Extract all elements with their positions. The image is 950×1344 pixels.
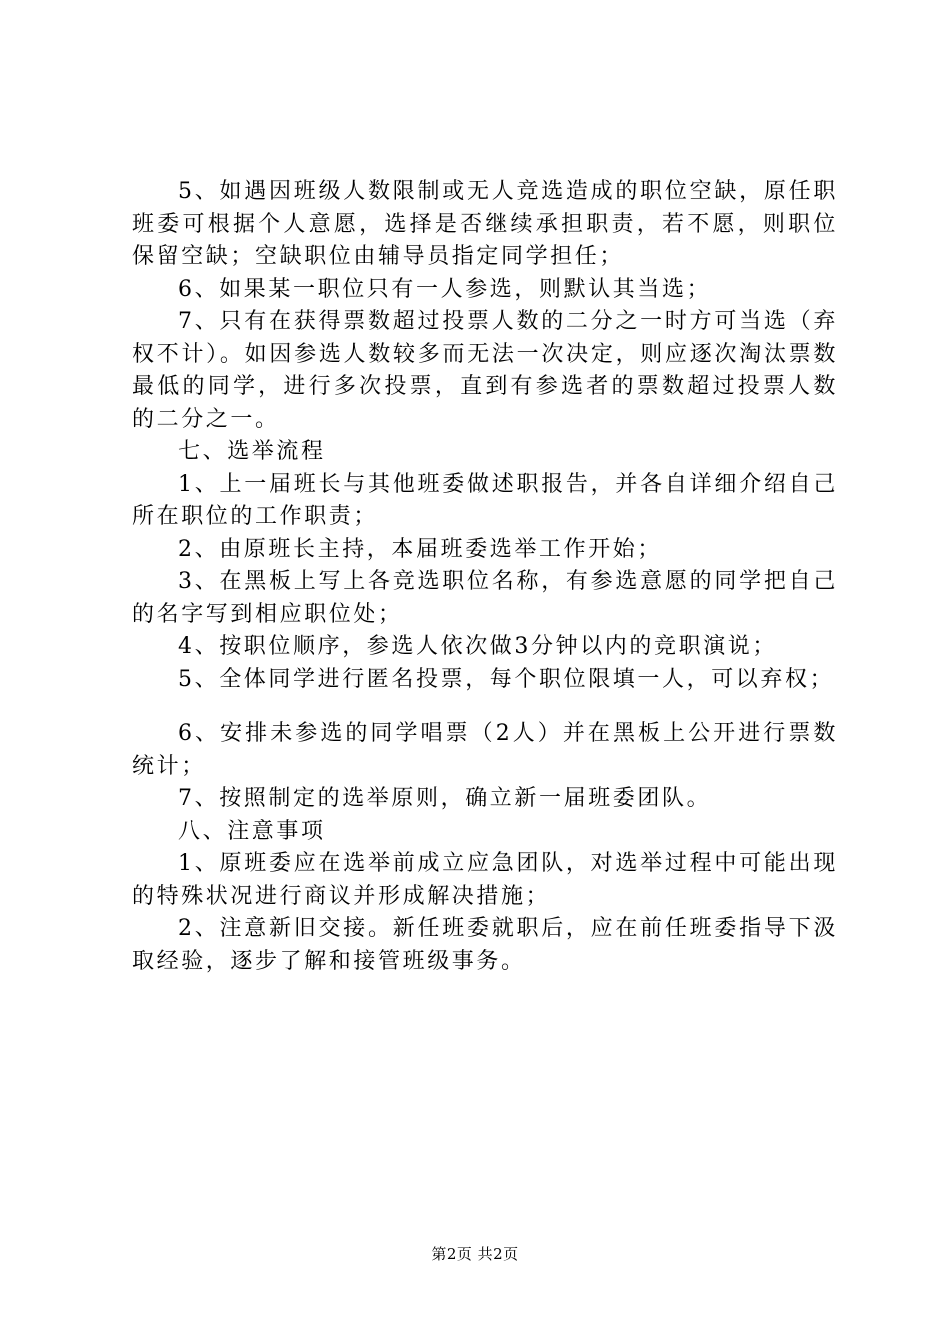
paragraph-process-3: 3、在黑板上写上各竞选职位名称，有参选意愿的同学把自己的名字写到相应职位处； bbox=[132, 569, 838, 627]
document-body bbox=[132, 176, 838, 978]
paragraph-process-5: 5、全体同学进行匿名投票，每个职位限填一人，可以弃权； bbox=[178, 666, 835, 692]
paragraph-notes-2: 2、注意新旧交接。新任班委就职后，应在前任班委指导下汲取经验，逐步了解和接管班级事务。 bbox=[132, 916, 838, 974]
section-heading-election-process: 七、选举流程 bbox=[178, 439, 326, 464]
paragraph-rule-6: 6、如果某一职位只有一人参选，则默认其当选； bbox=[178, 276, 712, 302]
paragraph-process-1: 1、上一届班长与其他班委做述职报告，并各自详细介绍自己所在职位的工作职责； bbox=[132, 471, 838, 529]
section-heading-notes: 八、注意事项 bbox=[178, 818, 326, 844]
paragraph-rule-7: 7、只有在获得票数超过投票人数的二分之一时方可当选（弃权不计）。如因参选人数较多而无法一次决定，则应逐次淘汰票数最低的同学，进行多次投票，直到有参选者的票数超过投票人数的二分之一。 bbox=[132, 309, 838, 432]
page-number-footer: 第2页 共2页 bbox=[431, 1245, 519, 1263]
paragraph-process-2: 2、由原班长主持，本届班委选举工作开始； bbox=[178, 536, 662, 562]
paragraph-notes-1: 1、原班委应在选举前成立应急团队，对选举过程中可能出现的特殊状况进行商议并形成解决措施； bbox=[132, 851, 838, 909]
paragraph-rule-5: 5、如遇因班级人数限制或无人竞选造成的职位空缺，原任职班委可根据个人意愿，选择是否继续承担职责，若不愿，则职位保留空缺；空缺职位由辅导员指定同学担任； bbox=[132, 179, 838, 269]
paragraph-process-7: 7、按照制定的选举原则，确立新一届班委团队。 bbox=[178, 786, 712, 811]
paragraph-process-6: 6、安排未参选的同学唱票（2人）并在黑板上公开进行票数统计； bbox=[132, 721, 838, 779]
paragraph-process-4: 4、按职位顺序，参选人依次做3分钟以内的竞职演说； bbox=[178, 634, 777, 659]
